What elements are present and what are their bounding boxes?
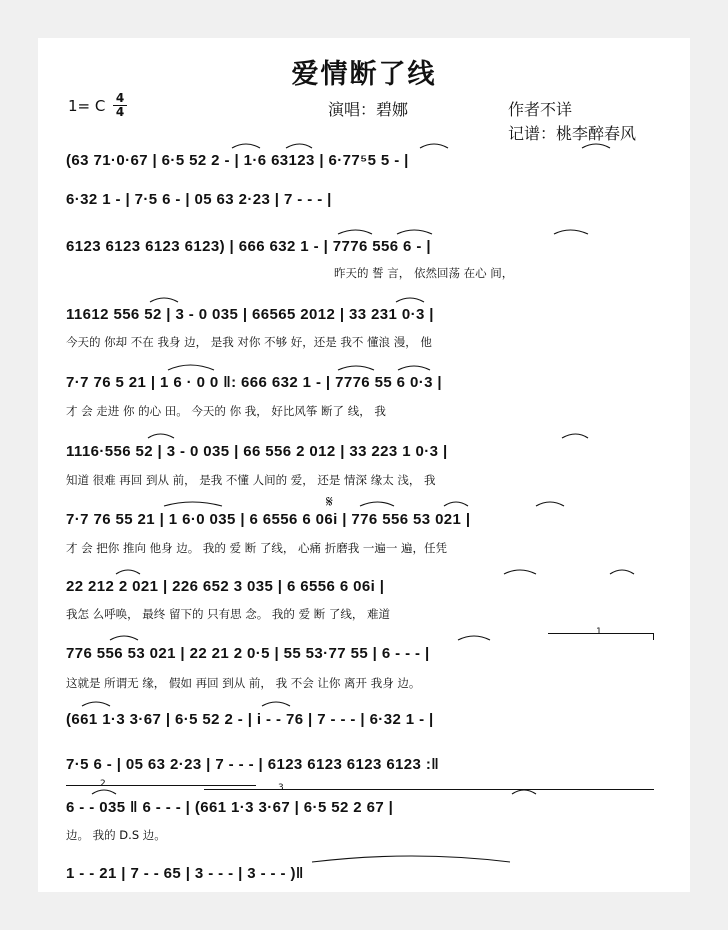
system-6-lyrics: 知道 很难 再回 到从 前， 是我 不懂 人间的 爱， 还是 情深 缘太 浅， 我 [66, 473, 436, 487]
system-3-lyrics: 昨天的 誓 言， 依然回荡 在心 间， [334, 266, 514, 280]
system-4-notes: 11612 556 52 | 3 - 0 035 | 66565 2012 | 33 231 0·3 | [66, 306, 434, 323]
system-13-notes: 1 - - 21 | 7 - - 65 | 3 - - - | 3 - - - )‖ [66, 865, 304, 882]
system-7-lyrics: 才 会 把你 推向 他身 边。 我的 爱 断 了线， 心痛 折磨我 一遍一 遍，任凭 [66, 541, 448, 555]
song-title: 爱情断了线 [291, 59, 437, 90]
system-12-lyrics: 边。 我的 D.S 边。 [66, 828, 166, 842]
volta-number-3: 3 [278, 783, 284, 793]
system-2-notes: 6·32 1 - | 7·5 6 - | 05 63 2·23 | 7 - - - | [66, 191, 332, 208]
author-credit: 作者不详 [508, 100, 573, 119]
transcriber-credit: 记谱：桃李醉春风 [508, 124, 637, 143]
system-8-lyrics: 我怎 么呼唤， 最终 留下的 只有思 念。 我的 爱 断 了线， 难道 [66, 607, 391, 621]
segno-sign: 𝄋 [326, 492, 333, 511]
system-12-notes: 6 - - 035 ‖ 6 - - - | (661 1·3 3·67 | 6·5 52 2 67 | [66, 799, 394, 816]
system-3-notes: 6123 6123 6123 6123) | 666 632 1 - | 7776 556 6 - | [66, 238, 431, 255]
system-6-notes: 1116·556 52 | 3 - 0 035 | 66 556 2 012 | 33 223 1 0·3 | [66, 443, 448, 460]
time-signature-top: 4 [113, 92, 127, 106]
time-signature-bottom: 4 [115, 105, 125, 119]
system-7-notes: 7·7 76 55 21 | 1 6·0 035 | 6 6556 6 06i | 776 556 53 021 | [66, 511, 471, 528]
volta-number-1: 1 [596, 627, 602, 637]
singer-credit: 演唱：碧娜 [328, 100, 409, 119]
system-5-lyrics: 才 会 走进 你 的心 田。 今天的 你 我， 好比风筝 断了 线， 我 [66, 404, 386, 418]
system-4-lyrics: 今天的 你却 不在 我身 边， 是我 对你 不够 好，还是 我不 懂浪 漫， 他 [66, 335, 432, 349]
volta-number-2: 2 [100, 779, 106, 789]
system-10-notes: (661 1·3 3·67 | 6·5 52 2 - | i - - 76 | 7 - - - | 6·32 1 - | [66, 711, 434, 728]
system-5-notes: 7·7 76 5 21 | 1 6 · 0 0 ‖: 666 632 1 - | 7776 55 6 0·3 | [66, 374, 443, 391]
system-8-notes: 22 212 2 021 | 226 652 3 035 | 6 6556 6 06i | [66, 578, 385, 595]
system-1-notes: (63 71·0·67 | 6·5 52 2 - | 1·6 63123 | 6·77⁵5 5 - | [66, 152, 409, 169]
system-9-lyrics: 这就是 所谓无 缘， 假如 再回 到从 前， 我 不会 让你 离开 我身 边。 [66, 676, 421, 690]
system-9-notes: 776 556 53 021 | 22 21 2 0·5 | 55 53·77 55 | 6 - - - | [66, 645, 430, 662]
key-signature: 1= C [68, 97, 106, 115]
system-11-notes: 7·5 6 - | 05 63 2·23 | 7 - - - | 6123 6123 6123 6123 :‖ [66, 756, 440, 773]
